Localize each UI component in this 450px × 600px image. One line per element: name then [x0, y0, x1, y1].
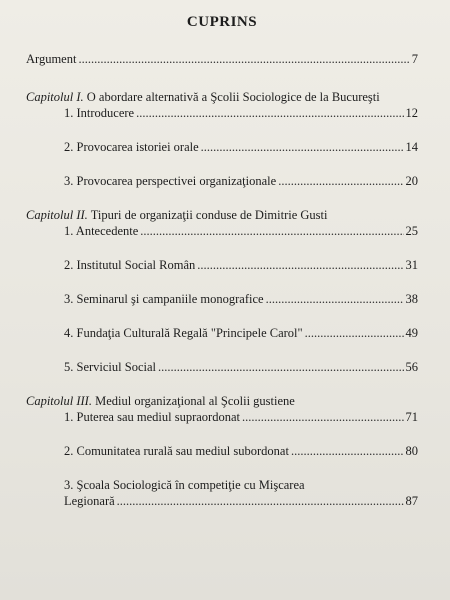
toc-entry[interactable]	[26, 223, 418, 239]
dot-leader	[117, 493, 404, 509]
toc-page-number: 87	[405, 494, 418, 508]
dot-leader	[278, 173, 403, 189]
toc-entry[interactable]	[26, 139, 418, 155]
dot-leader	[242, 409, 404, 425]
toc-page-number: 71	[405, 410, 418, 424]
toc-page-number: 80	[405, 444, 418, 458]
toc-page-number: 12	[405, 106, 418, 120]
toc-page-number: 49	[405, 326, 418, 340]
toc-entry-label-line2: Legionară	[64, 494, 115, 508]
chapter-prefix: Capitolul III.	[26, 394, 92, 408]
toc-entry-label: 2. Institutul Social Român	[64, 258, 196, 272]
toc-page-number: 25	[405, 224, 418, 238]
toc-entry-label: 1. Introducere	[64, 106, 135, 120]
dot-leader	[305, 325, 404, 341]
dot-leader	[140, 223, 403, 239]
chapter-heading-1[interactable]	[26, 89, 418, 105]
toc-entry[interactable]	[26, 359, 418, 375]
chapter-title: Mediul organizaţional al Şcolii gustiene	[95, 394, 295, 408]
page-title: CUPRINS	[186, 14, 258, 30]
dot-leader	[136, 105, 403, 121]
dot-leader	[266, 291, 404, 307]
toc-page-number: 14	[405, 140, 418, 154]
toc-entry[interactable]	[26, 443, 418, 459]
toc-entry-label: 3. Provocarea perspectivei organizaţionale	[64, 174, 277, 188]
toc-entry[interactable]	[26, 291, 418, 307]
toc-page-number: 7	[411, 52, 418, 66]
toc-entry-multiline[interactable]	[26, 477, 418, 509]
toc-entry-label: 2. Comunitatea rurală sau mediul subordonat	[64, 444, 289, 458]
toc-page-number: 20	[405, 174, 418, 188]
toc-entry-label: 3. Seminarul şi campaniile monografice	[64, 292, 264, 306]
toc-entry-label: 1. Antecedente	[64, 224, 139, 238]
chapter-title: Tipuri de organizaţii conduse de Dimitrie Gusti	[90, 208, 328, 222]
toc-entry-label: 4. Fundaţia Culturală Regală "Principele Carol"	[64, 326, 303, 340]
chapter-heading-3[interactable]	[26, 393, 418, 409]
dot-leader	[197, 257, 403, 273]
toc-entry-label-line1: 3. Şcoala Sociologică în competiţie cu Mişcarea	[64, 478, 305, 492]
toc-entry-argument[interactable]	[26, 51, 418, 67]
chapter-prefix: Capitolul I.	[26, 90, 84, 104]
toc-entry-label: 2. Provocarea istoriei orale	[64, 140, 199, 154]
toc-page-number: 38	[405, 292, 418, 306]
toc-page-number: 56	[405, 360, 418, 374]
chapter-heading-2[interactable]	[26, 207, 418, 223]
toc-entry[interactable]	[26, 173, 418, 189]
toc-entry[interactable]	[26, 409, 418, 425]
toc-entry[interactable]	[26, 257, 418, 273]
chapter-title: O abordare alternativă a Şcolii Sociologice de la Bucureşti	[86, 90, 380, 104]
toc-page-number: 31	[405, 258, 418, 272]
dot-leader	[291, 443, 404, 459]
toc-entry[interactable]	[26, 105, 418, 121]
toc-entry-label: 1. Puterea sau mediul supraordonat	[64, 410, 240, 424]
toc-entry-line2	[64, 493, 418, 509]
dot-leader	[78, 51, 409, 67]
toc-entry-label: 5. Serviciul Social	[64, 360, 156, 374]
toc-entry[interactable]	[26, 325, 418, 341]
dot-leader	[158, 359, 404, 375]
dot-leader	[201, 139, 404, 155]
chapter-prefix: Capitolul II.	[26, 208, 88, 222]
toc-entry-label: Argument	[26, 52, 77, 66]
